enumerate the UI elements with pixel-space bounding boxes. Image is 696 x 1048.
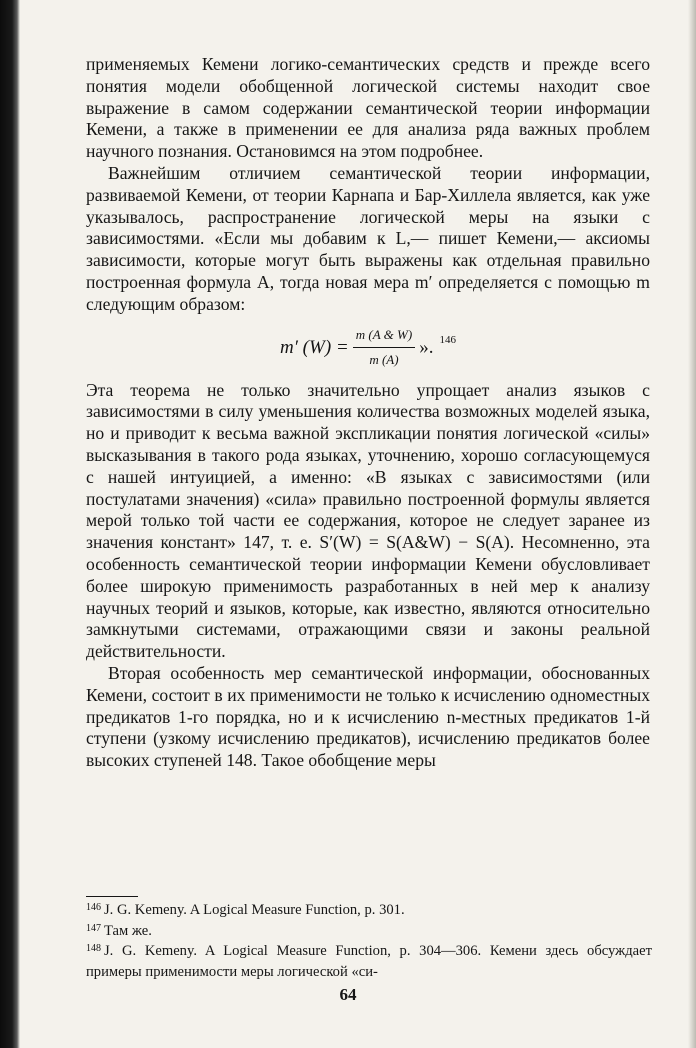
formula-numerator: m (A & W) (353, 324, 415, 348)
paragraph-1: применяемых Кемени логико-семантических средств и прежде всего понятия модели обобщенной логической системы находит свое выражение в самом содержании семантической теории информации Кемени, а также в применении ее для анализа ряда важных проблем научного познания. Остановимся на этом подробнее. (86, 54, 650, 162)
formula-tail: ». (419, 336, 434, 358)
formula-fraction (353, 324, 415, 371)
formula (86, 316, 650, 380)
scan-shadow-left (0, 0, 20, 1048)
footnote-text: Там же. (104, 922, 152, 939)
paragraph-2: Важнейшим отличием семантической теории информации, развиваемой Кемени, от теории Карнапа и Бар-Хиллела является, как уже указывалось, распространение логической меры на языки с зависимостями. «Если мы добавим к L,— пишет Кемени,— аксиомы зависимости, которые могут быть выражены как отдельная правильно построенная формула A, тогда новая мера m′ определяется с помощью m следующим образом: (86, 162, 650, 314)
footnote-text: J. G. Kemeny. A Logical Measure Function, p. 301. (104, 902, 405, 918)
footnote-146 (86, 901, 652, 922)
body-text (86, 54, 650, 772)
formula-footnote-ref: 146 (439, 333, 456, 346)
formula-lhs: m′ (W) = (280, 336, 349, 358)
footnotes (86, 901, 652, 981)
footnote-number: 146 (86, 902, 101, 913)
formula-denominator: m (A) (369, 352, 399, 368)
footnote-number: 147 (86, 922, 101, 934)
page-number: 64 (339, 985, 357, 1004)
scan-shadow-right (688, 0, 696, 1048)
footnote-rule (86, 896, 138, 897)
footnote-text: J. G. Kemeny. A Logical Measure Function, p. 304—306. Кемени здесь обсуждает примеры применимости меры логической «си- (86, 943, 652, 980)
footnote-148 (86, 942, 652, 981)
paragraph-4: Вторая особенность мер семантической информации, обоснованных Кемени, состоит в их применимости не только к исчислению одноместных предикатов 1-го порядка, но и к исчислению n-местных предикатов 1-й ступени (узкому исчислению предикатов), исчислению предикатов более высоких ступеней 148. Такое обобщение меры (86, 662, 650, 771)
paragraph-3: Эта теорема не только значительно упрощает анализ языков с зависимостями в силу уменьшения количества возможных моделей языка, но и приводит к весьма важной экспликации понятия логической «силы» высказывания в такого рода языках, уточнению, хорошо согласующемуся с нашей интуицией, а именно: «В языках с зависимостями (или постулатами значения) «сила» правильно построенной формулы является мерой только той части ее содержания, которое не следует заранее из значения констант» 147, т. е. S′(W) = S(A&W) − S(A). Несомненно, эта особенность семантической теории информации Кемени обусловливает более широкую применимость разработанных в ней мер к анализу научных теорий и языков, которые, как известно, являются относительно замкнутыми системами, отражающими связи и законы реальной действительности. (86, 379, 650, 662)
footnote-147 (86, 922, 652, 943)
footnote-number: 148 (86, 943, 101, 954)
